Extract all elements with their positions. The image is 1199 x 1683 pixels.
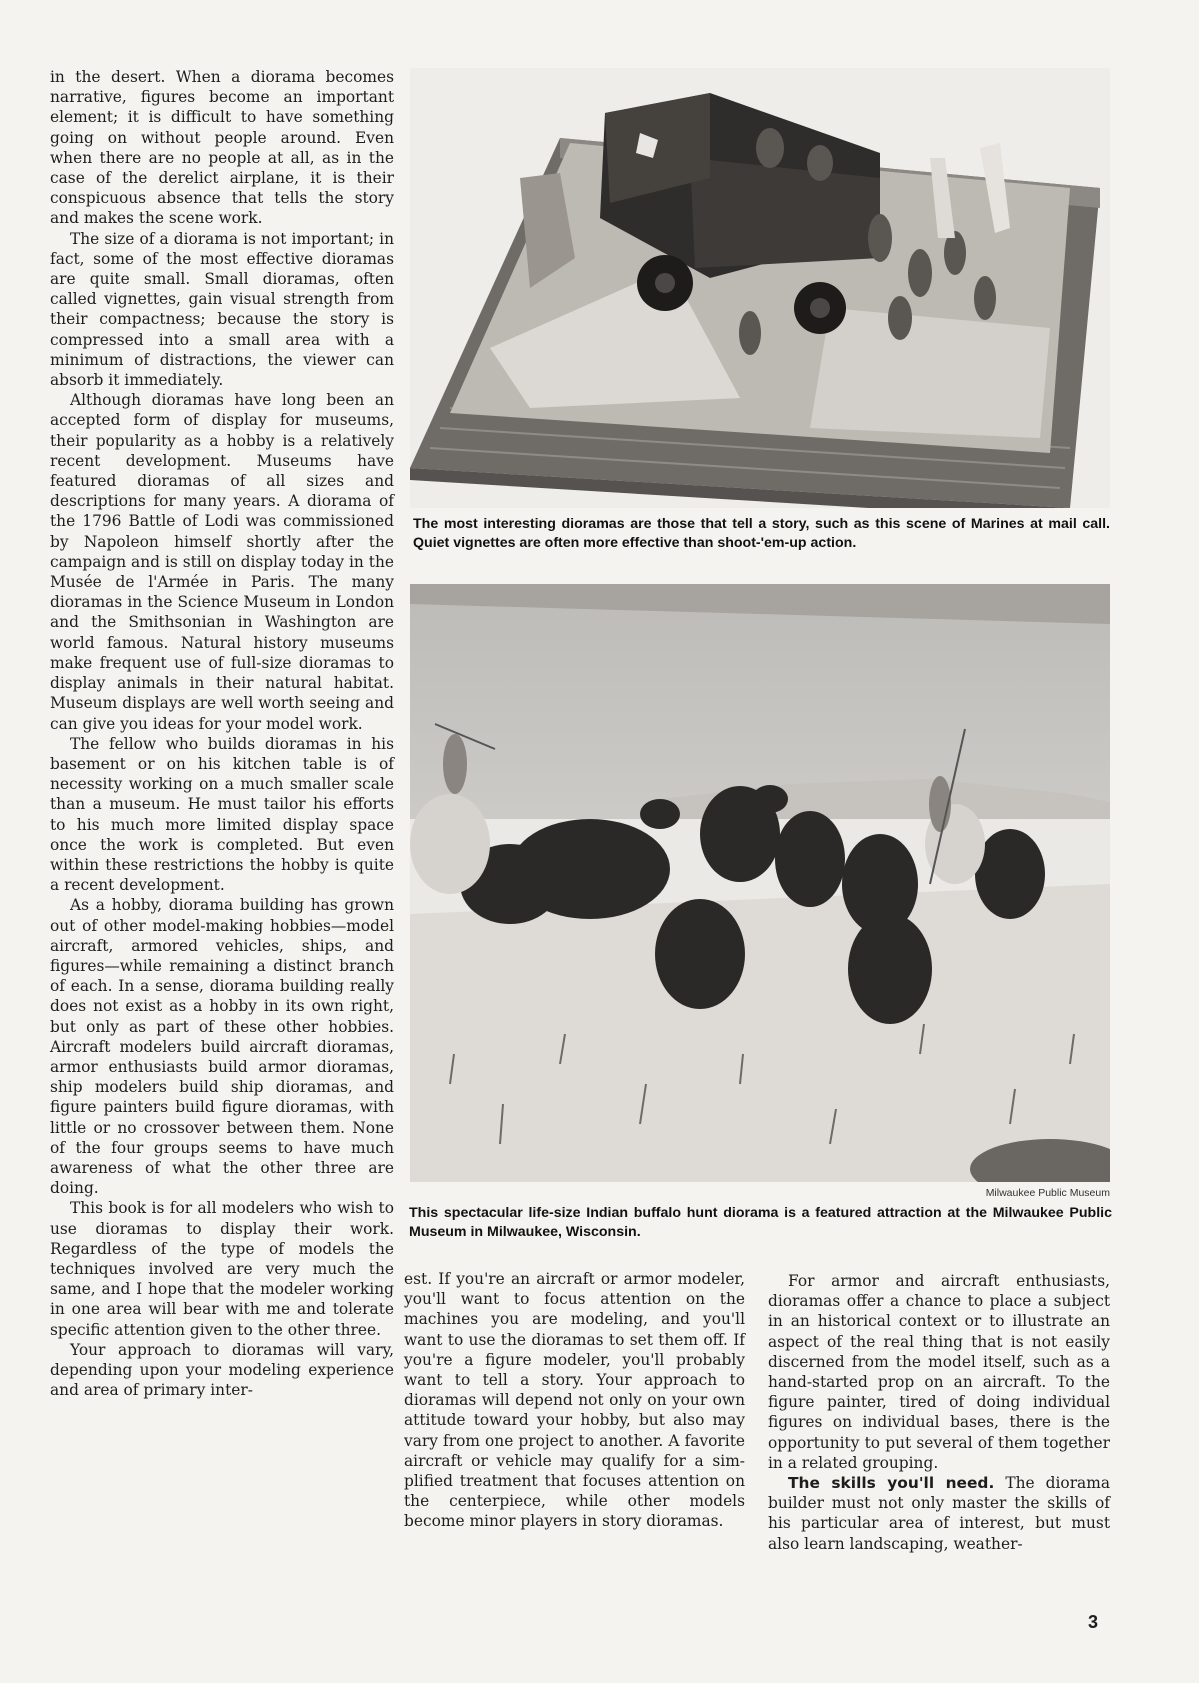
runin-paragraph-text: The diorama builder must not only master the skills of his particular area of interest, but must also learn landscaping, weather- [768,1474,1110,1553]
body-paragraph: Although dioramas have long been an accepted form of display for museums, their popularity as a hobby is a relatively recent development. Museums have featured dioramas of all sizes and descriptions for many years. A diorama of the 1796 Battle of Lodi was commissioned by Napoleon himself shortly after the campaign and is still on display today in the Musée de l'Armée in Paris. The many dioramas in the Science Museum in London and the Smithsonian in Washington are world famous. Natural history museums make frequent use of full-size dioramas to display animals in their natural habitat. Museum displays are well worth seeing and can give you ideas for your model work. [50,391,394,733]
body-paragraph: This book is for all modelers who wish to use dioramas to display their work. Regardless of the type of models the techniques involved are very much the same, and I hope that the modeler working in one area will bear with me and tolerate specific attention given to the other three. [50,1199,394,1339]
truck-diorama-illustration [410,68,1110,508]
buffalo-photo-caption: This spectacular life-size Indian buffalo hunt diorama is a featured attraction at the Milwaukee Public Museum in Milwaukee, Wisconsin. [409,1205,1112,1240]
buffalo-hunt-photo [410,584,1110,1182]
body-paragraph: As a hobby, diorama building has grown out of other model-making hobbies—model aircraft, armored vehicles, ships, and figures—while remaining a distinct branch of each. In a sense, diorama building really does not exist as a hobby in its own right, but only as part of these other hobbies. Aircraft modelers build aircraft dioramas, armor enthusiasts build armor dioramas, ship modelers build ship dioramas, and figure painters build figure dioramas, with little or no crossover between them. None of the four groups seems to have much awareness of what the other three are doing. [50,896,394,1198]
body-paragraph: The size of a diorama is not important; in fact, some of the most effective dioramas are quite small. Small dioramas, often called vignettes, gain visual strength from their compactness; because the story is compressed into a small area with a minimum of distractions, the viewer can absorb it immediately. [50,229,394,390]
body-paragraph [768,1473,1110,1554]
body-column-middle [404,1269,745,1532]
truck-photo-caption: The most interesting dioramas are those that tell a story, such as this scene of Marines at mail call. Quiet vignettes are often more effective than shoot-'em-up action. [413,516,1110,551]
truck-diorama-photo [410,68,1110,508]
body-paragraph: The fellow who builds dioramas in his basement or on his kitchen table is of necessity working on a much smaller scale than a museum. He must tailor his efforts to his much more limited display space once the work is completed. But even within these restrictions the hobby is quite a recent development. [50,734,394,895]
body-column-right [768,1271,1110,1554]
body-paragraph: in the desert. When a diorama becomes narrative, figures become an important element; it is difficult to have something going on without people around. Even when there are no people at all, as in the case of the derelict airplane, it is their conspicuous absence that tells the story and makes the scene work. [50,68,394,228]
runin-heading: The skills you'll need. [788,1474,995,1493]
body-paragraph: est. If you're an aircraft or armor modeler, you'll want to focus attention on the machines you are modeling, and you'll want to use the dioramas to set them off. If you're a figure modeler, you'll probably want to tell a story. Your approach to dioramas will depend not only on your own attitude toward your hobby, but also may vary from one project to another. A favorite aircraft or vehicle may qualify for a simplified treatment that focuses attention on the centerpiece, while other models become minor players in story dioramas. [404,1270,745,1531]
body-paragraph: Your approach to dioramas will vary, depending upon your modeling experience and area of primary inter- [50,1340,394,1400]
buffalo-hunt-illustration [410,584,1110,1182]
body-column-left [50,67,394,1400]
photo-credit: Milwaukee Public Museum [985,1187,1110,1199]
page-number: 3 [1088,1612,1099,1632]
body-paragraph: For armor and aircraft enthusiasts, dioramas offer a chance to place a subject in an historical context or to illustrate an aspect of the real thing that is not easily discerned from the model itself, such as a hand-started prop on an aircraft. To the figure painter, tired of doing individual figures on individual bases, there is the opportunity to put several of them together in a related grouping. [768,1272,1110,1472]
